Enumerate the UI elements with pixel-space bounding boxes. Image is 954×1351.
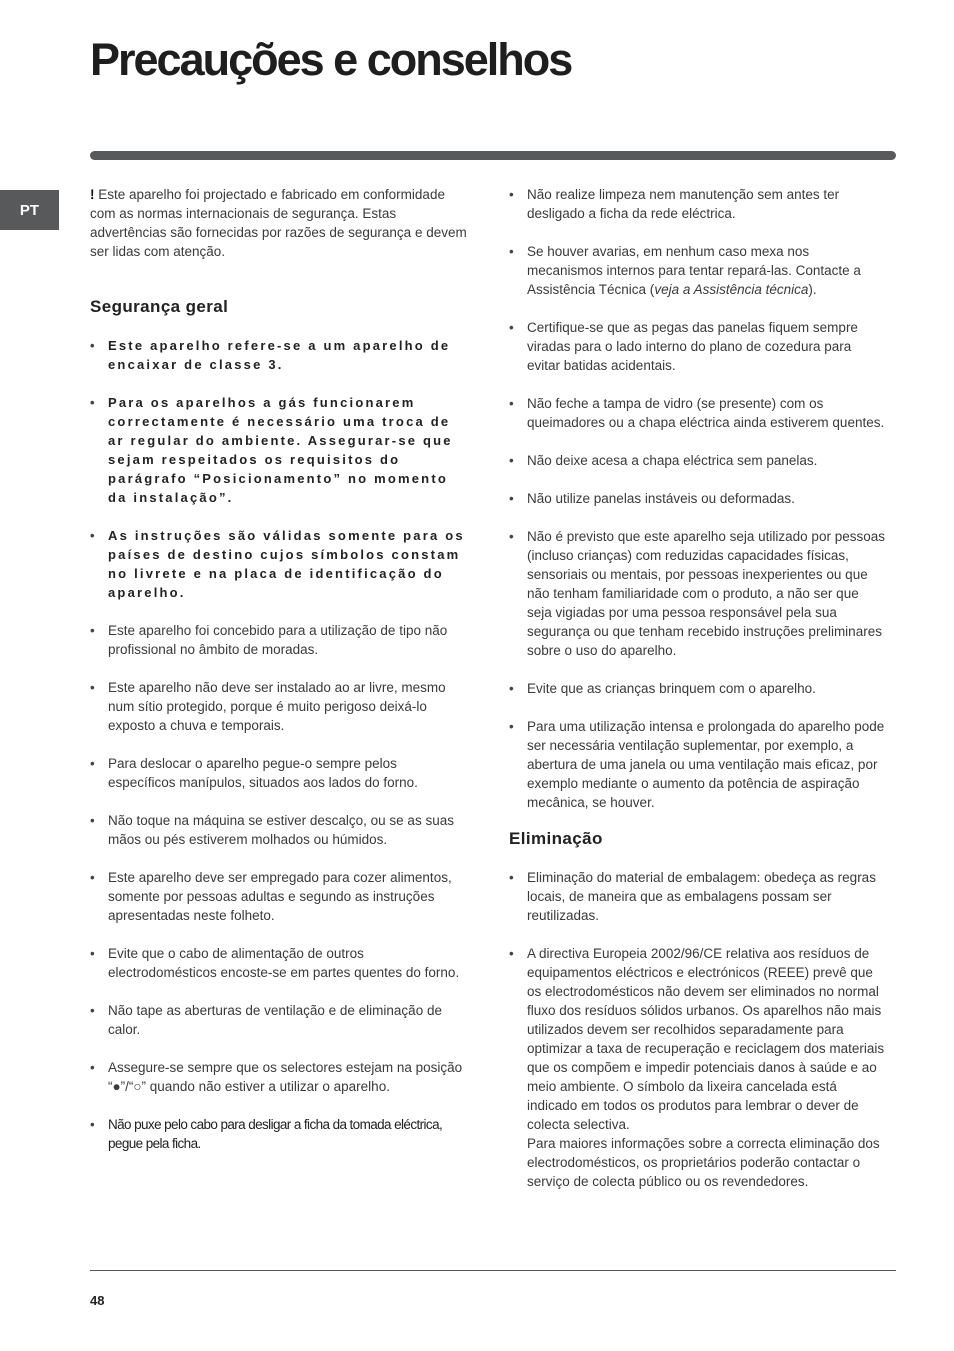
list-item: • Não feche a tampa de vidro (se presente) com os queimadores ou a chapa eléctrica ainda estiverem quentes. bbox=[509, 394, 885, 432]
list-item: • Assegure-se sempre que os selectores estejam na posição “●”/“○” quando não estiver a utilizar o aparelho. bbox=[90, 1058, 468, 1096]
intro-paragraph bbox=[90, 185, 468, 261]
list-item: • Eliminação do material de embalagem: obedeça as regras locais, de maneira que as embalagens possam ser reutilizadas. bbox=[509, 868, 885, 925]
section-heading-general-safety: Segurança geral bbox=[90, 297, 229, 316]
footer-rule bbox=[90, 1270, 896, 1271]
page-title: Precauções e conselhos bbox=[90, 34, 572, 85]
list-item: • Não toque na máquina se estiver descalço, ou se as suas mãos ou pés estiverem molhados ou húmidos. bbox=[90, 811, 468, 849]
list-item: • Não deixe acesa a chapa eléctrica sem panelas. bbox=[509, 451, 885, 470]
list-item: • As instruções são válidas somente para os países de destino cujos símbolos constam no livrete e na placa de identificação do aparelho. bbox=[90, 526, 468, 602]
left-column bbox=[90, 185, 468, 1153]
list-item: • Este aparelho deve ser empregado para cozer alimentos, somente por pessoas adultas e segundo as instruções apresentadas neste folheto. bbox=[90, 868, 468, 925]
list-item: • Este aparelho foi concebido para a utilização de tipo não profissional no âmbito de moradas. bbox=[90, 621, 468, 659]
warning-mark: ! bbox=[90, 187, 95, 202]
list-item-text: Se houver avarias, em nenhum caso mexa nos mecanismos internos para tentar repará-las. Contacte a Assistência Técnica ( bbox=[527, 244, 861, 297]
list-item-text-end: ). bbox=[808, 282, 817, 297]
list-item: • Não utilize panelas instáveis ou deformadas. bbox=[509, 489, 885, 508]
right-column bbox=[509, 185, 885, 1191]
disposal-extra-paragraph: Para maiores informações sobre a correcta eliminação dos electrodomésticos, os proprietários poderão contactar o serviço de colecta público ou os revendedores. bbox=[527, 1136, 880, 1189]
list-item: • Certifique-se que as pegas das panelas fiquem sempre viradas para o lado interno do plano de cozedura para evitar batidas acidentais. bbox=[509, 318, 885, 375]
maintenance-list bbox=[509, 185, 885, 812]
list-item: • Evite que o cabo de alimentação de outros electrodomésticos encoste-se em partes quentes do forno. bbox=[90, 944, 468, 982]
header-rule bbox=[90, 151, 896, 160]
list-item: • Para uma utilização intensa e prolongada do aparelho pode ser necessária ventilação suplementar, por exemplo, a abertura de uma janela ou uma ventilação mais eficaz, por exemplo mediante o aumento da potência de aspiração mecânica, se houver. bbox=[509, 717, 885, 812]
list-item: • Não realize limpeza nem manutenção sem antes ter desligado a ficha da rede eléctrica. bbox=[509, 185, 885, 223]
list-item: • Não puxe pelo cabo para desligar a ficha da tomada eléctrica, pegue pela ficha. bbox=[90, 1115, 468, 1153]
language-tab: PT bbox=[0, 190, 59, 230]
section-heading-disposal: Eliminação bbox=[509, 829, 603, 848]
assistance-reference: veja a Assistência técnica bbox=[654, 282, 809, 297]
list-item: • Este aparelho não deve ser instalado ao ar livre, mesmo num sítio protegido, porque é muito perigoso deixá-lo exposto a chuva e temporais. bbox=[90, 678, 468, 735]
disposal-list bbox=[509, 868, 885, 1134]
page-number: 48 bbox=[90, 1293, 105, 1308]
general-safety-list bbox=[90, 336, 468, 1153]
list-item: • Evite que as crianças brinquem com o aparelho. bbox=[509, 679, 885, 698]
list-item bbox=[509, 242, 885, 299]
list-item: • Para deslocar o aparelho pegue-o sempre pelos específicos manípulos, situados aos lados do forno. bbox=[90, 754, 468, 792]
list-item: • Para os aparelhos a gás funcionarem correctamente é necessário uma troca de ar regular do ambiente. Assegurar-se que sejam respeitados os requisitos do parágrafo “Posicionamento” no momento da instalação”. bbox=[90, 393, 468, 507]
list-item: • A directiva Europeia 2002/96/CE relativa aos resíduos de equipamentos eléctricos e electrónicos (REEE) prevê que os electrodomésticos não devem ser eliminados no normal fluxo dos resíduos sólidos urbanos. Os aparelhos não mais utilizados devem ser recolhidos separadamente para optimizar a taxa de recuperação e reciclagem dos materiais que os compõem e impedir potenciais danos à saúde e ao meio ambiente. O símbolo da lixeira cancelada está indicado em todos os produtos para lembrar o dever de colecta selectiva. bbox=[509, 944, 885, 1134]
intro-text: Este aparelho foi projectado e fabricado em conformidade com as normas internacionais de segurança. Estas advertências são fornecidas por razões de segurança e devem ser lidas com atenção. bbox=[90, 187, 467, 259]
list-item: • Não é previsto que este aparelho seja utilizado por pessoas (incluso crianças) com reduzidas capacidades físicas, sensoriais ou mentais, por pessoas inexperientes ou que não tenham familiaridade com o produto, a não ser que seja vigiadas por uma pessoa responsável pela sua segurança ou que tenham recebido instruções preliminares sobre o uso do aparelho. bbox=[509, 527, 885, 660]
list-item: • Não tape as aberturas de ventilação e de eliminação de calor. bbox=[90, 1001, 468, 1039]
list-item: • Este aparelho refere-se a um aparelho de encaixar de classe 3. bbox=[90, 336, 468, 374]
